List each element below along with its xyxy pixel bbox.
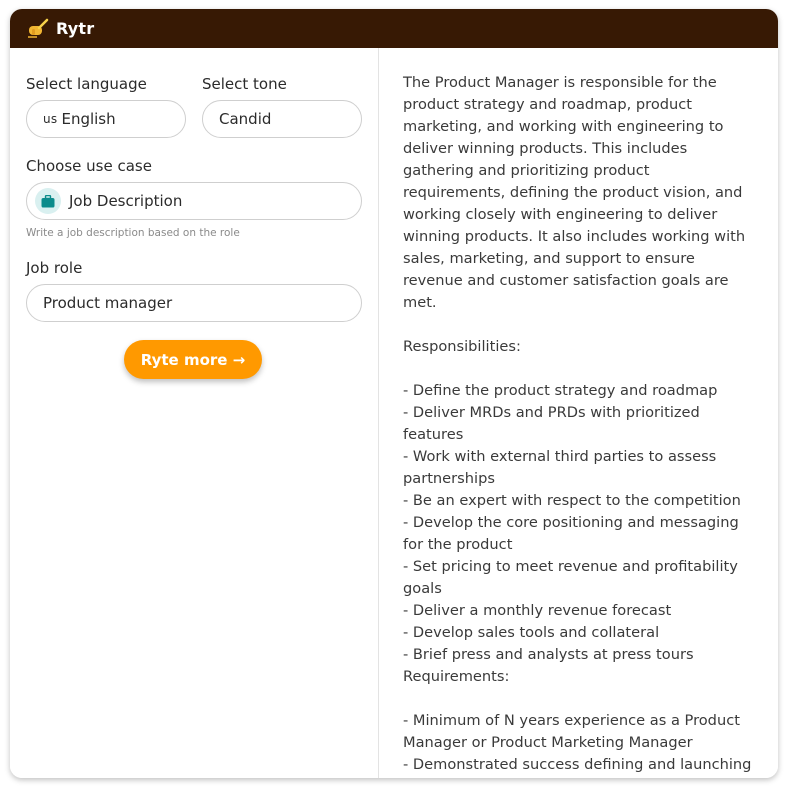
job-role-value: Product manager: [43, 294, 173, 312]
ryte-more-button[interactable]: Ryte more →: [124, 340, 262, 379]
generated-text[interactable]: The Product Manager is responsible for the product strategy and roadmap, product marketing, and working with engineering to deliver winning products. This includes gathering and prioritizing product requirements, defining the product vision, and working closely with engineering to deliver winning products. It also includes working with sales, marketing, and support to ensure revenue and customer satisfaction goals are met. Responsibilities: - Define the product strategy and roadmap - Deliver MRDs and PRDs with prioritized features - Work with external third parties to assess partnerships - Be an expert with respect to the competition - Develop the core positioning and messaging for the product - Set pricing to meet revenue and profitability goals - Deliver a monthly revenue forecast - Develop sales tools and collateral - Brief press and analysts at press tours Requirements: - Minimum of N years experience as a Product Manager or Product Marketing Manager - Demonstrated success defining and launching: [403, 74, 752, 773]
app-title: Rytr: [56, 19, 95, 38]
use-case-hint: Write a job description based on the role: [26, 227, 240, 239]
tone-select[interactable]: [202, 100, 362, 138]
tone-label: Select tone: [202, 75, 287, 93]
language-label: Select language: [26, 75, 147, 93]
title-bar: [10, 9, 778, 48]
language-value: English: [61, 110, 116, 128]
briefcase-icon: [35, 188, 61, 214]
input-panel: [10, 48, 379, 778]
use-case-select[interactable]: [26, 182, 362, 220]
output-panel[interactable]: [379, 48, 778, 778]
use-case-label: Choose use case: [26, 157, 152, 175]
rytr-window: [10, 9, 778, 778]
job-role-label: Job role: [26, 259, 83, 277]
tone-value: Candid: [219, 110, 272, 128]
language-select[interactable]: [26, 100, 186, 138]
use-case-value: Job Description: [69, 192, 183, 210]
writing-hand-icon: [26, 17, 50, 41]
us-flag-icon: us: [43, 112, 58, 126]
job-role-input[interactable]: [26, 284, 362, 322]
